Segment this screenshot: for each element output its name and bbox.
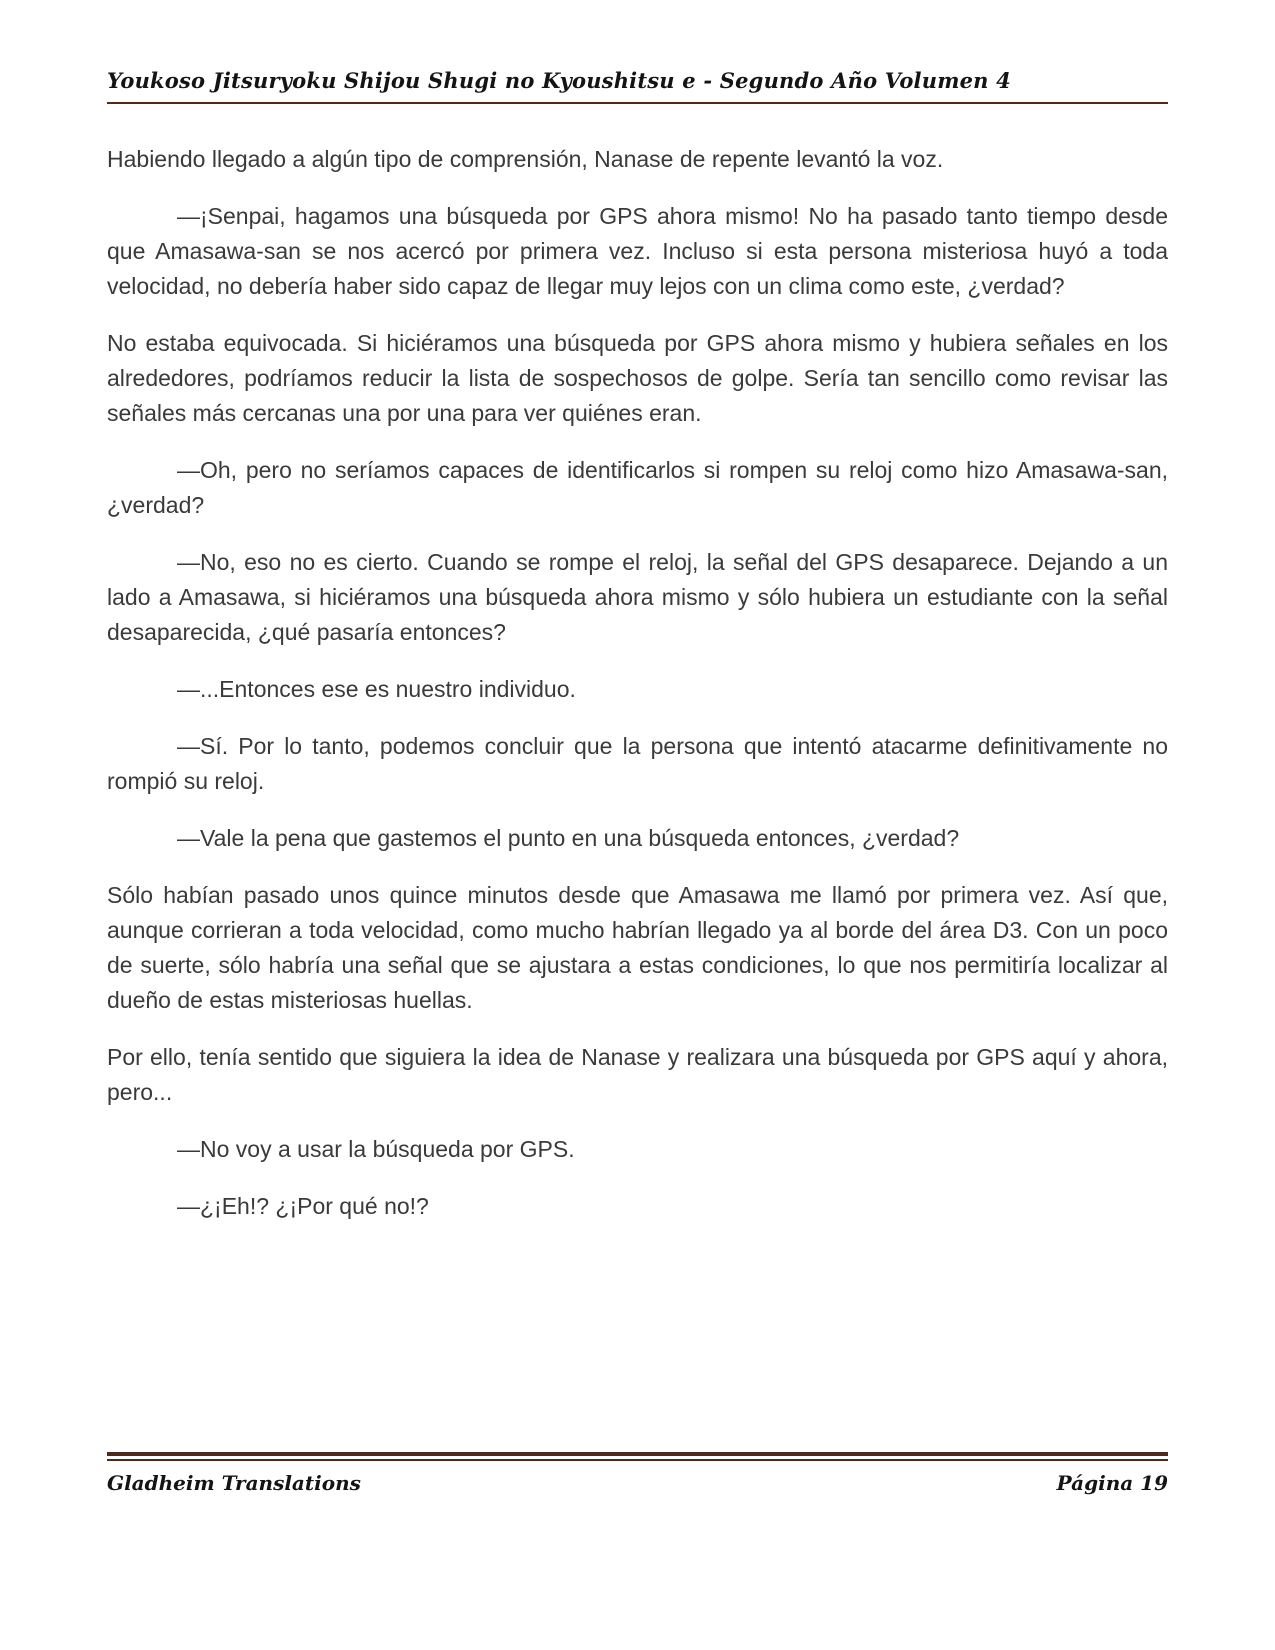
- page-header: [107, 0, 1168, 104]
- paragraph-dialogue: —...Entonces ese es nuestro individuo.: [177, 676, 576, 702]
- paragraph: Habiendo llegado a algún tipo de comprensión, Nanase de repente levantó la voz.: [107, 146, 944, 172]
- footer-rule-thick: [107, 1452, 1168, 1456]
- paragraph-dialogue: —¡Senpai, hagamos una búsqueda por GPS ahora mismo! No ha pasado tanto tiempo desde que Amasawa-san se nos acercó por primera vez. Incluso si esta persona misteriosa huyó a toda velocidad, no debería haber sido capaz de llegar muy lejos con un clima como este, ¿verdad?: [107, 203, 1168, 299]
- paragraph: Por ello, tenía sentido que siguiera la idea de Nanase y realizara una búsqueda por GPS aquí y ahora, pero...: [107, 1044, 1168, 1105]
- header-title: Youkoso Jitsuryoku Shijou Shugi no Kyoushitsu e - Segundo Año Volumen 4: [107, 68, 1011, 93]
- page-footer: [107, 1452, 1168, 1495]
- paragraph-dialogue: —No, eso no es cierto. Cuando se rompe el reloj, la señal del GPS desaparece. Dejando a un lado a Amasawa, si hiciéramos una búsqueda ahora mismo y sólo hubiera un estudiante con la señal desaparecida, ¿qué pasaría entonces?: [107, 549, 1168, 645]
- document-page: [107, 0, 1168, 1650]
- paragraph-dialogue: —Sí. Por lo tanto, podemos concluir que la persona que intentó atacarme definitivamente no rompió su reloj.: [107, 733, 1168, 794]
- footer-rule-thin: [107, 1459, 1168, 1461]
- paragraph: No estaba equivocada. Si hiciéramos una búsqueda por GPS ahora mismo y hubiera señales en los alrededores, podríamos reducir la lista de sospechosos de golpe. Sería tan sencillo como revisar las señales más cercanas una por una para ver quiénes eran.: [107, 330, 1168, 426]
- paragraph-dialogue: —No voy a usar la búsqueda por GPS.: [177, 1136, 575, 1162]
- footer-page-number: Página 19: [1056, 1471, 1168, 1495]
- footer-translator: Gladheim Translations: [107, 1471, 361, 1495]
- paragraph-dialogue: —Oh, pero no seríamos capaces de identificarlos si rompen su reloj como hizo Amasawa-san, ¿verdad?: [107, 457, 1168, 518]
- paragraph-dialogue: —Vale la pena que gastemos el punto en una búsqueda entonces, ¿verdad?: [177, 825, 960, 851]
- body-text: [107, 104, 1168, 1224]
- paragraph-dialogue: —¿¡Eh!? ¿¡Por qué no!?: [177, 1193, 429, 1219]
- paragraph: Sólo habían pasado unos quince minutos desde que Amasawa me llamó por primera vez. Así que, aunque corrieran a toda velocidad, como mucho habrían llegado ya al borde del área D3. Con un poco de suerte, sólo habría una señal que se ajustara a estas condiciones, lo que nos permitiría localizar al dueño de estas misteriosas huellas.: [107, 882, 1168, 1013]
